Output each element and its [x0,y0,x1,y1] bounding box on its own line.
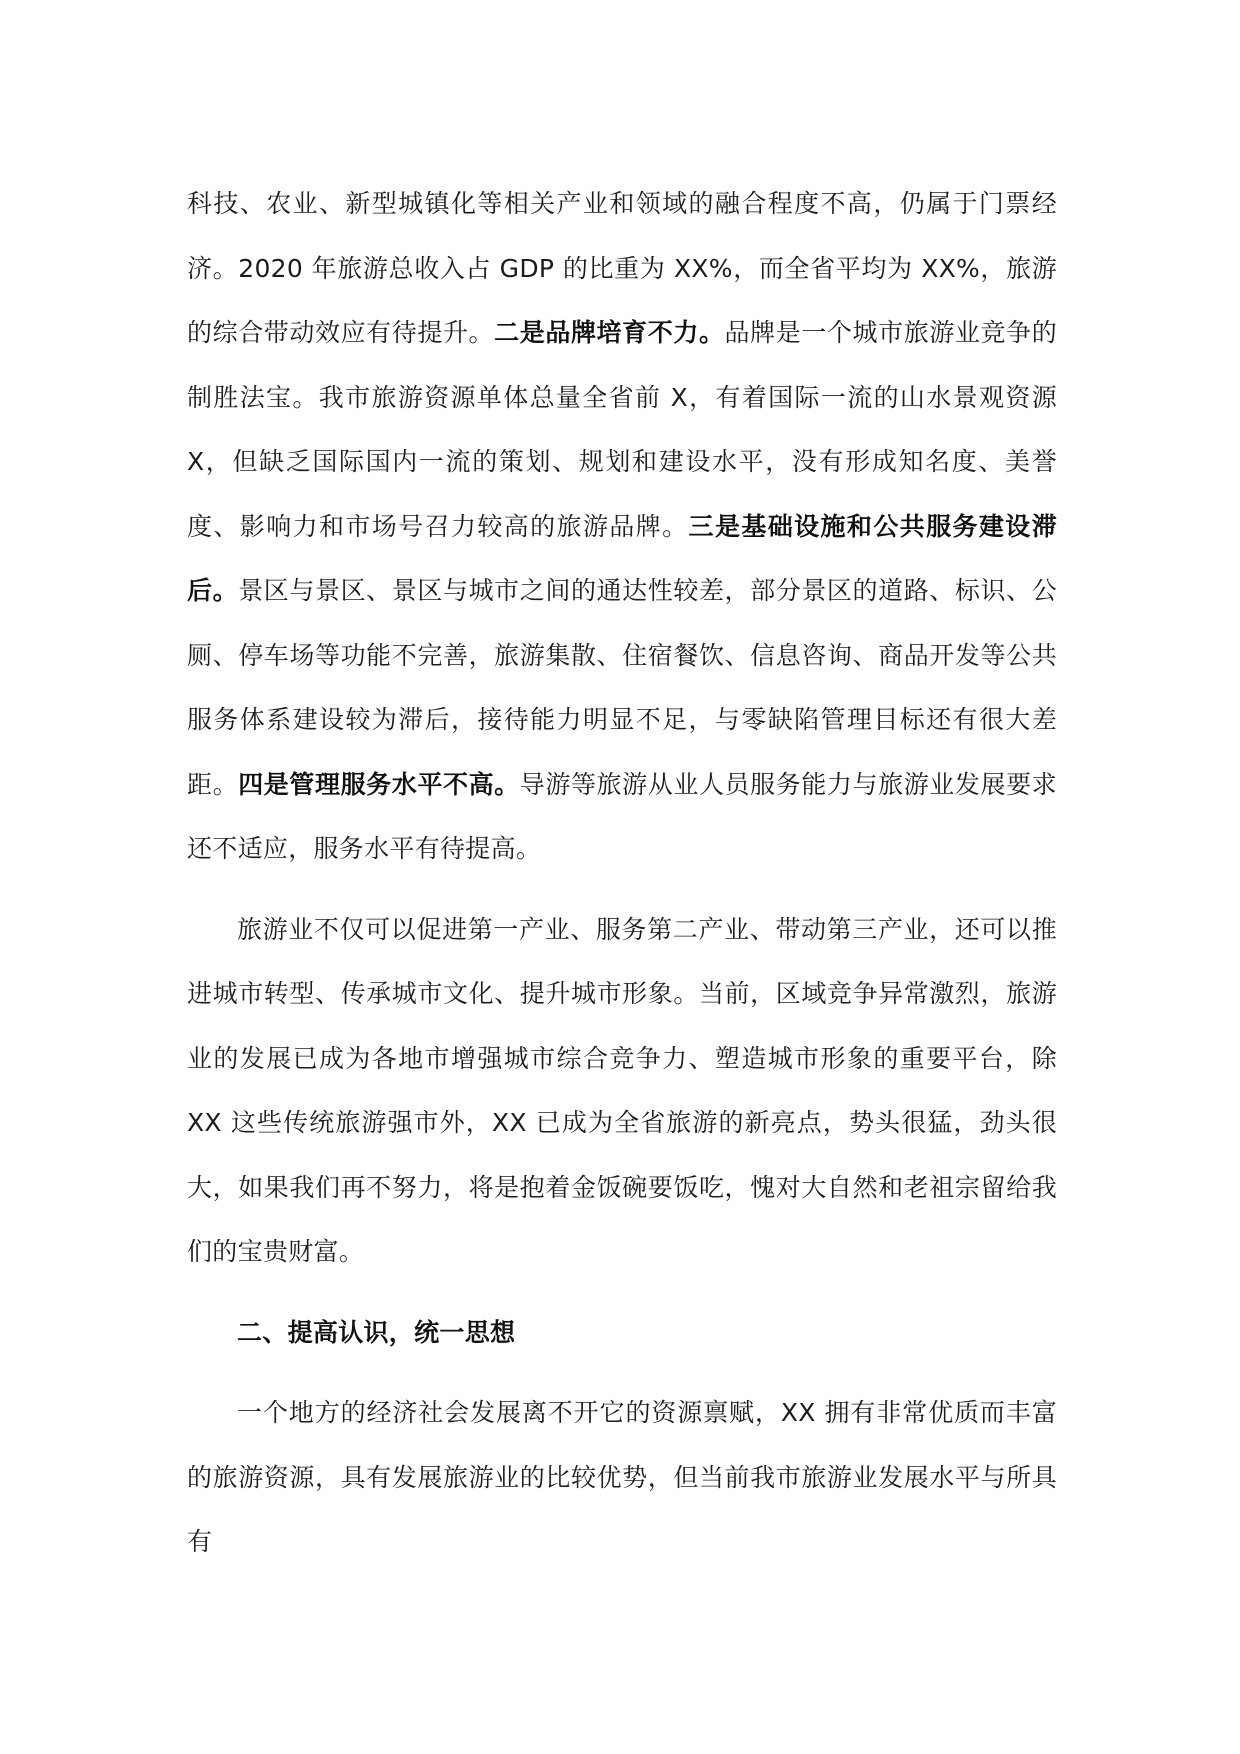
document-body [187,172,1057,1575]
bold-point-brand: 二是品牌培育不力。 [494,318,725,347]
paragraph-resources: 一个地方的经济社会发展离不开它的资源禀赋，XX 拥有非常优质而丰富的旅游资源，具有发展旅游业的比较优势，但当前我市旅游业发展水平与所具有 [187,1398,1057,1556]
section-heading: 二、提高认识，统一思想 [237,1317,516,1347]
paragraph-text: 导游等旅游从业人员服务能力与旅游业发展要求还不适应，服务水平有待提高。 [187,769,1057,863]
paragraph-problems [187,172,1057,882]
bold-point-management: 四是管理服务水平不高。 [238,769,520,799]
paragraph-text: 品牌是一个城市旅游业竞争的制胜法宝。我市旅游资源单体总量全省前 X，有着国际一流的山水景观资源 X，但缺乏国际国内一流的策划、规划和建设水平，没有形成知名度、美誉度、影响力和市场号召力较高的旅游品牌。 [187,318,1058,541]
paragraph-text: 科技、农业、新型城镇化等相关产业和领域的融合程度不高，仍属于门票经济。2020 年旅游总收入占 GDP 的比重为 XX%，而全省平均为 XX%，旅游的综合带动效应有待提升。 [187,189,1057,347]
bold-point-infrastructure: 三是基础设施和公共服务建设滞后。 [187,511,1058,605]
paragraph-tourism-importance: 旅游业不仅可以促进第一产业、服务第二产业、带动第三产业，还可以推进城市转型、传承城市文化、提升城市形象。当前，区域竞争异常激烈，旅游业的发展已成为各地市增强城市综合竞争力、塑造城市形象的重要平台，除 XX 这些传统旅游强市外，XX 已成为全省旅游的新亮点，势头很猛，劲头很大，如果我们再不努力，将是抱着金饭碗要饭吃，愧对大自然和老祖宗留给我们的宝贵财富。 [187,914,1057,1266]
paragraph-text: 景区与景区、景区与城市之间的通达性较差，部分景区的道路、标识、公厕、停车场等功能不完善，旅游集散、住宿餐饮、信息咨询、商品开发等公共服务体系建设较为滞后，接待能力明显不足，与零缺陷管理目标还有很大差距。 [187,576,1057,799]
